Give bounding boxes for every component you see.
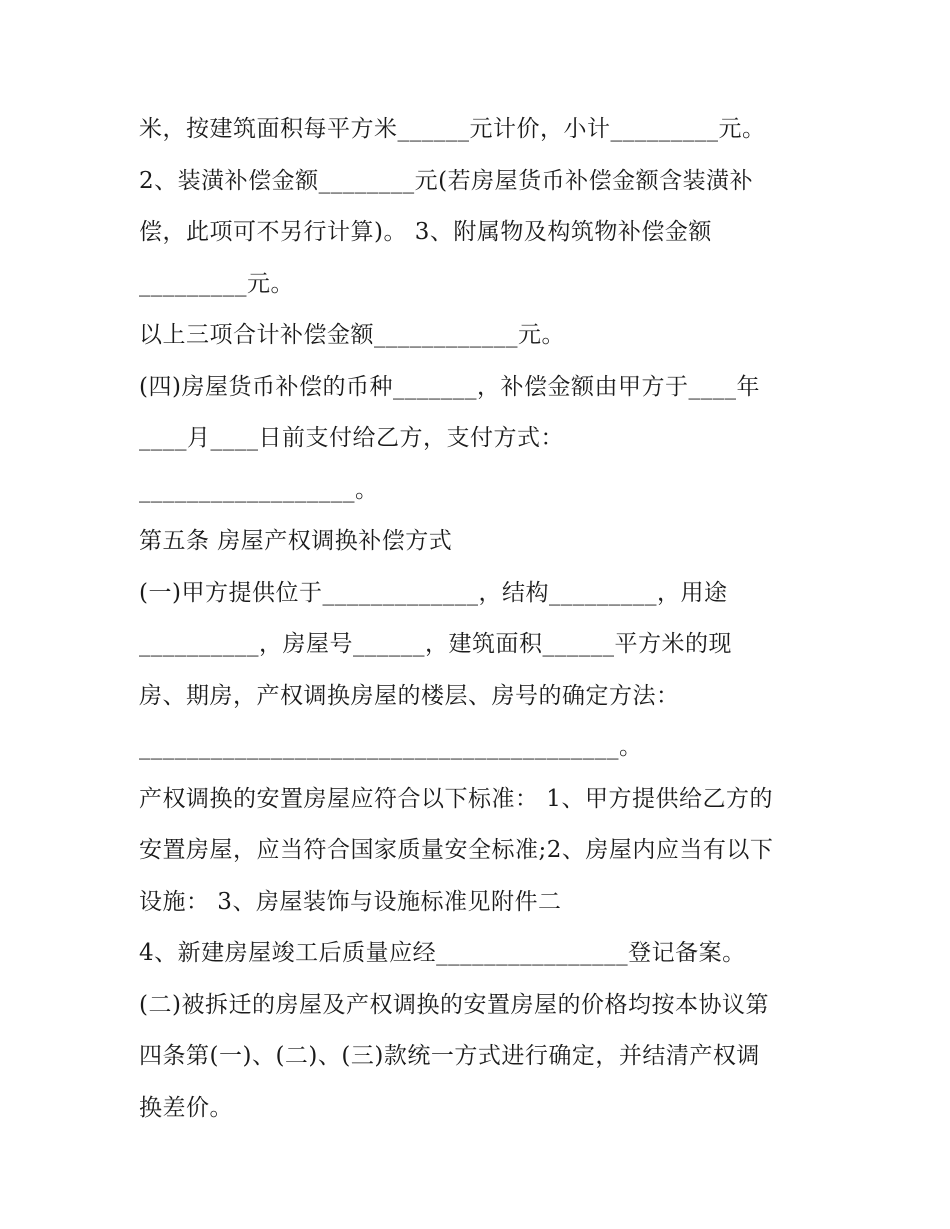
- text-line: 换差价。: [139, 1094, 233, 1121]
- text-line: 产权调换的安置房屋应符合以下标准： 1、甲方提供给乙方的: [139, 785, 773, 812]
- text-line: (一)甲方提供位于_____________，结构_________，用途: [139, 579, 728, 606]
- text-line: ____月____日前支付给乙方，支付方式：: [139, 425, 564, 451]
- text-line: 以上三项合计补偿金额____________元。: [139, 322, 565, 348]
- text-line: (四)房屋货币补偿的币种_______，补偿金额由甲方于____年: [139, 373, 760, 400]
- document-body: [139, 104, 819, 1134]
- text-line: 设施： 3、房屋装饰与设施标准见附件二: [139, 888, 562, 915]
- text-line: 安置房屋，应当符合国家质量安全标准;2、房屋内应当有以下: [139, 837, 774, 863]
- text-line: 房、期房，产权调换房屋的楼层、房号的确定方法：: [139, 682, 680, 709]
- text-line: 2、装潢补偿金额________元(若房屋货币补偿金额含装潢补: [139, 167, 754, 194]
- text-line: __________________。: [139, 476, 379, 503]
- text-line: 4、新建房屋竣工后质量应经________________登记备案。: [139, 940, 746, 966]
- text-line: 四条第(一)、(二)、(三)款统一方式进行确定，并结清产权调: [139, 1043, 760, 1069]
- text-line: (二)被拆迁的房屋及产权调换的安置房屋的价格均按本协议第: [139, 991, 769, 1018]
- text-line: 偿，此项可不另行计算)。 3、附属物及构筑物补偿金额: [139, 219, 712, 245]
- text-line: __________，房屋号______，建筑面积______平方米的现: [139, 631, 732, 657]
- text-line: _________元。: [139, 270, 294, 297]
- text-line: 米，按建筑面积每平方米______元计价，小计_________元。: [139, 116, 766, 142]
- section-heading: 第五条 房屋产权调换补偿方式: [139, 528, 453, 554]
- text-line: ________________________________________。: [139, 734, 643, 760]
